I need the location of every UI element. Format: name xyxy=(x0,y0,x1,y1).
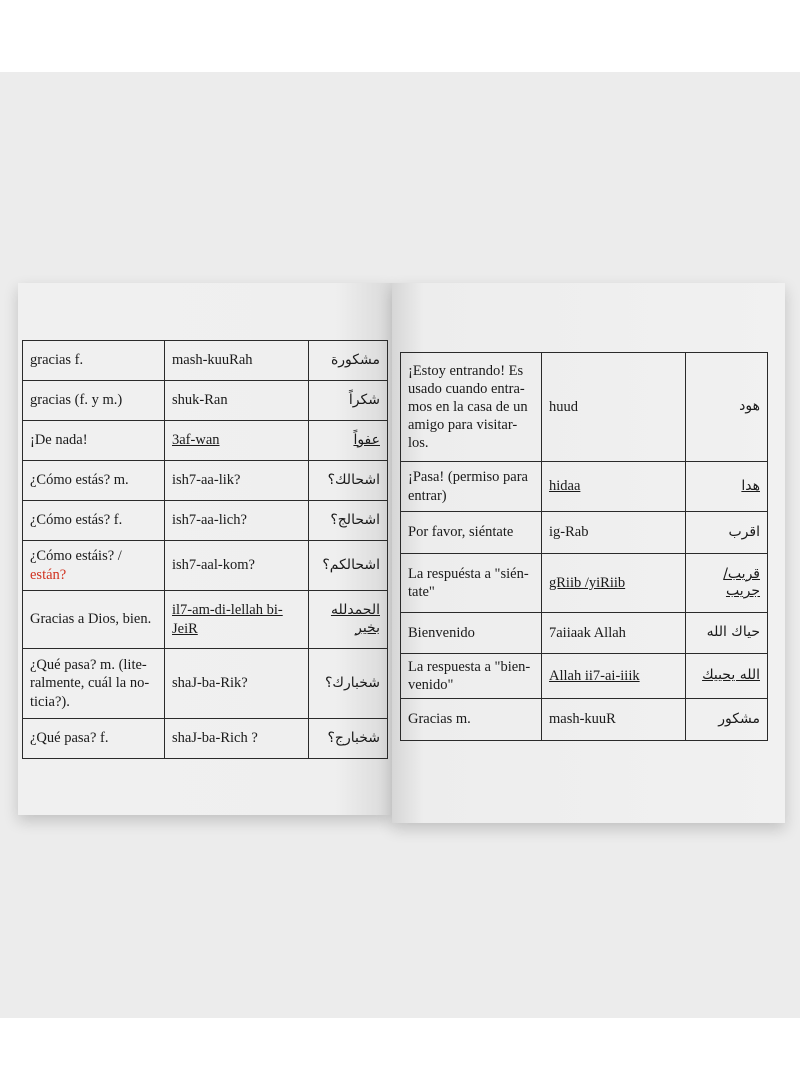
transliteration-cell: shaJ-ba-Rik? xyxy=(165,649,309,719)
table-row xyxy=(23,541,388,591)
spanish-text: Por favor, siéntate xyxy=(408,524,514,541)
table-row xyxy=(23,381,388,421)
spanish-text: gracias f. xyxy=(30,352,84,369)
transliteration-cell: shaJ-ba-Rich ? xyxy=(165,719,309,759)
table-row xyxy=(23,591,388,649)
arabic-cell: اشحالج؟ xyxy=(309,501,388,541)
arabic-cell: الحمدلله بخير xyxy=(309,591,388,649)
spanish-cell xyxy=(401,613,542,654)
table-row xyxy=(23,649,388,719)
spanish-text: ¿Qué pasa? m. (lite-ralmente, cuál la no-ticia?). xyxy=(30,657,150,710)
spanish-cell xyxy=(23,649,165,719)
spanish-cell xyxy=(23,421,165,461)
table-row xyxy=(23,421,388,461)
transliteration-cell: ig-Rab xyxy=(542,512,686,554)
spanish-cell xyxy=(401,462,542,512)
spanish-cell xyxy=(23,719,165,759)
arabic-cell: مشكورة xyxy=(309,341,388,381)
spanish-text: ¡Estoy entrando! Es usado cuando entra-mos en la casa de un amigo para visitar-los. xyxy=(408,362,528,452)
spanish-cell xyxy=(401,699,542,741)
spanish-cell xyxy=(401,554,542,613)
arabic-cell: اقرب xyxy=(686,512,768,554)
table-row xyxy=(23,461,388,501)
transliteration-cell: ish7-aa-lik? xyxy=(165,461,309,501)
transliteration-cell: hidaa xyxy=(542,462,686,512)
left-vocabulary-table xyxy=(22,340,388,759)
arabic-cell: هود xyxy=(686,353,768,462)
spanish-text: ¿Cómo estáis? / xyxy=(30,548,122,565)
table-row xyxy=(401,512,768,554)
arabic-cell: عفواً xyxy=(309,421,388,461)
arabic-cell: اشحالك؟ xyxy=(309,461,388,501)
spanish-cell xyxy=(23,341,165,381)
transliteration-cell: ish7-aal-kom? xyxy=(165,541,309,591)
right-vocabulary-table xyxy=(400,352,768,741)
transliteration-cell: huud xyxy=(542,353,686,462)
spanish-cell xyxy=(23,541,165,591)
spanish-text: gracias (f. y m.) xyxy=(30,392,123,409)
transliteration-cell: ish7-aa-lich? xyxy=(165,501,309,541)
spanish-text: ¿Qué pasa? f. xyxy=(30,730,109,747)
arabic-cell: قريب/جريب xyxy=(686,554,768,613)
spanish-cell xyxy=(23,461,165,501)
spanish-text: Bienvenido xyxy=(408,624,475,641)
arabic-cell: اشحالكم؟ xyxy=(309,541,388,591)
spanish-text: ¡De nada! xyxy=(30,432,88,449)
arabic-cell: شكراً xyxy=(309,381,388,421)
spanish-text-highlight: están? xyxy=(30,566,67,583)
arabic-cell: شخبارج؟ xyxy=(309,719,388,759)
table-row xyxy=(401,613,768,654)
transliteration-cell: mash-kuuRah xyxy=(165,341,309,381)
transliteration-cell: 7aiiaak Allah xyxy=(542,613,686,654)
table-row xyxy=(401,353,768,462)
arabic-cell: الله يحييك xyxy=(686,654,768,699)
spanish-text: ¿Cómo estás? f. xyxy=(30,512,123,529)
spanish-text: ¡Pasa! (permiso para entrar) xyxy=(408,469,528,504)
spanish-text: Gracias m. xyxy=(408,711,471,728)
table-row xyxy=(23,719,388,759)
arabic-cell: شخبارك؟ xyxy=(309,649,388,719)
table-row xyxy=(401,462,768,512)
transliteration-cell: il7-am-di-lellah bi-JeiR xyxy=(165,591,309,649)
spanish-cell xyxy=(23,501,165,541)
transliteration-cell: Allah ii7-ai-iiik xyxy=(542,654,686,699)
table-row xyxy=(401,654,768,699)
transliteration-cell: mash-kuuR xyxy=(542,699,686,741)
table-row xyxy=(401,699,768,741)
arabic-cell: مشكور xyxy=(686,699,768,741)
table-row xyxy=(23,341,388,381)
spanish-text: ¿Cómo estás? m. xyxy=(30,472,129,489)
spanish-cell xyxy=(401,353,542,462)
spanish-cell xyxy=(401,512,542,554)
arabic-cell: حياك الله xyxy=(686,613,768,654)
spanish-text: Gracias a Dios, bien. xyxy=(30,611,152,628)
spanish-text: La respuésta a "sién-tate" xyxy=(408,565,529,600)
arabic-cell: هدا xyxy=(686,462,768,512)
transliteration-cell: shuk-Ran xyxy=(165,381,309,421)
table-row xyxy=(23,501,388,541)
spanish-cell xyxy=(401,654,542,699)
spanish-text: La respuesta a "bien-venido" xyxy=(408,658,531,693)
transliteration-cell: 3af-wan xyxy=(165,421,309,461)
table-row xyxy=(401,554,768,613)
spanish-cell xyxy=(23,381,165,421)
spanish-cell xyxy=(23,591,165,649)
transliteration-cell: gRiib /yiRiib xyxy=(542,554,686,613)
